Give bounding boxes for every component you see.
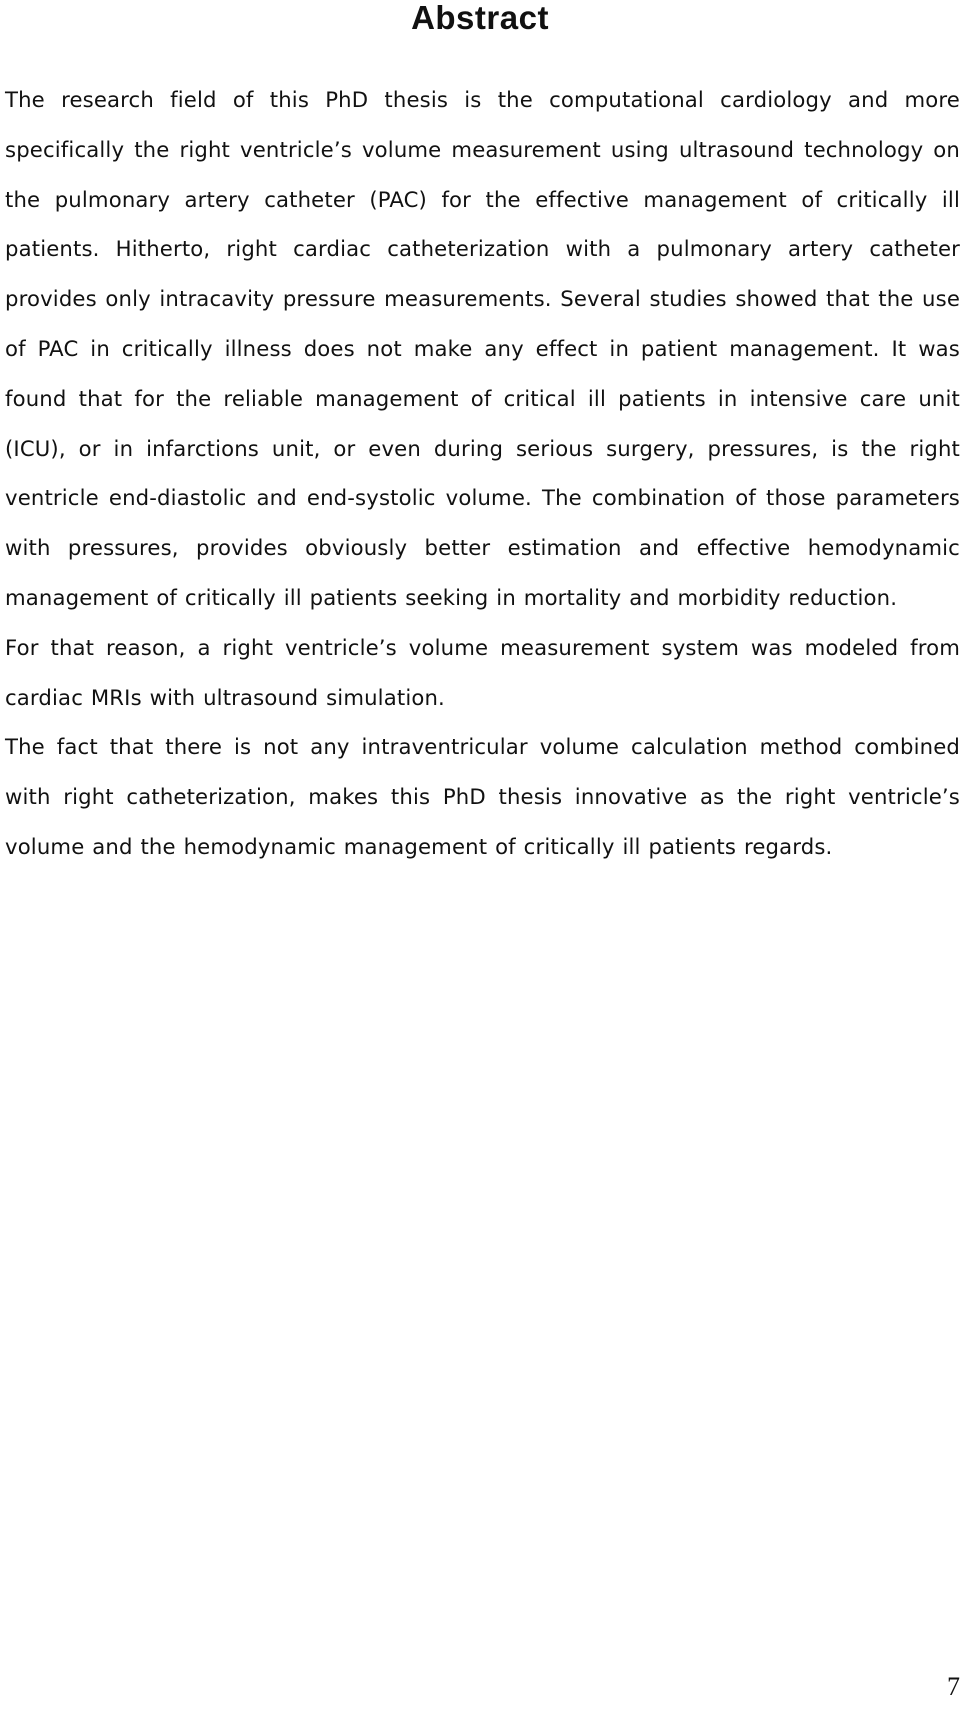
abstract-body — [5, 75, 960, 872]
abstract-paragraph-2: For that reason, a right ventricle’s volume measurement system was modeled from cardiac MRIs with ultrasound simulation. — [5, 634, 960, 710]
abstract-heading: Abstract — [411, 0, 549, 36]
abstract-paragraph-1: The research field of this PhD thesis is the computational cardiology and more specifically the right ventricle’s volume measurement using ultrasound technology on the pulmonary artery catheter (PAC) for the effective management of critically ill patients. Hitherto, right cardiac catheterization with a pulmonary artery catheter provides only intracavity pressure measurements. Several studies showed that the use of PAC in critically illness does not make any effect in patient management. It was found that for the reliable management of critical ill patients in intensive care unit (ICU), or in infarctions unit, or even during serious surgery, pressures, is the right ventricle end-diastolic and end-systolic volume. The combination of those parameters with pressures, provides obviously better estimation and effective hemodynamic management of critically ill patients seeking in mortality and morbidity reduction. — [5, 87, 960, 610]
abstract-paragraph-3: The fact that there is not any intraventricular volume calculation method combined with right catheterization, makes this PhD thesis innovative as the right ventricle’s volume and the hemodynamic management of critically ill patients regards. — [5, 734, 960, 859]
page-number: 7 — [947, 1672, 960, 1701]
